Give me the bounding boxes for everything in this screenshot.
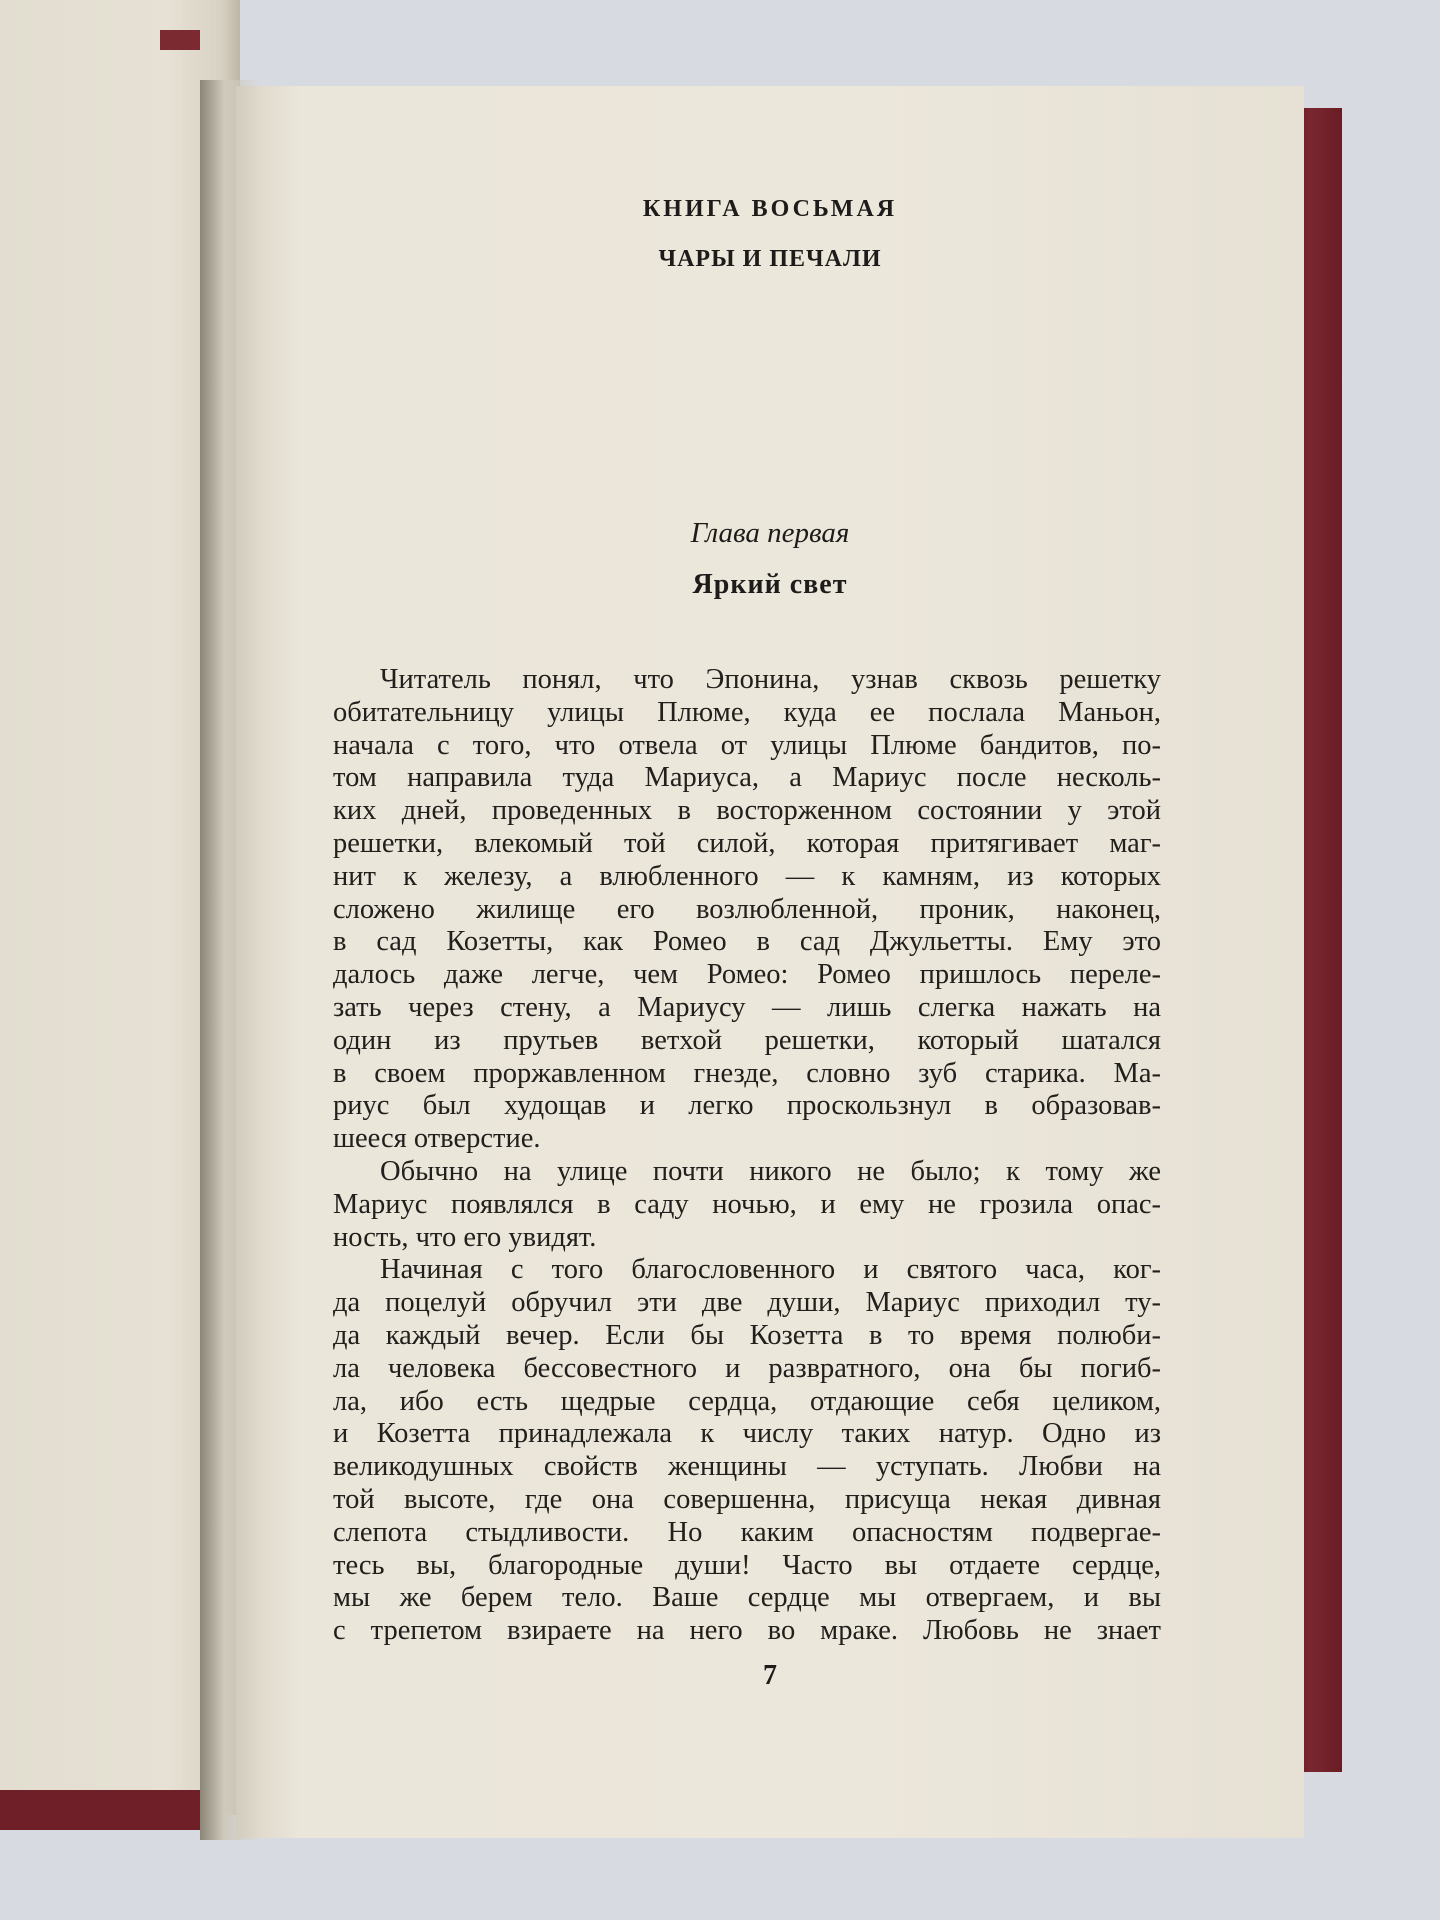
text-line: с трепетом взираете на него во мраке. Любовь не знает bbox=[333, 1615, 1161, 1647]
text-line: тесь вы, благородные души! Часто вы отдаете сердце, bbox=[333, 1549, 1161, 1581]
part-title: КНИГА ВОСЬМАЯ bbox=[642, 196, 898, 222]
chapter-label: Глава первая bbox=[690, 517, 850, 549]
text-line: мы же берем тело. Ваше сердце мы отвергаем, и вы bbox=[333, 1582, 1161, 1614]
body-text bbox=[333, 664, 1161, 1648]
text-line: сложено жилище его возлюбленной, проник, наконец, bbox=[333, 893, 1161, 925]
text-line: далось даже легче, чем Ромео: Ромео пришлось переле- bbox=[333, 959, 1161, 991]
text-line: Обычно на улице почти никого не было; к тому же bbox=[380, 1155, 1161, 1187]
text-line: той высоте, где она совершенна, присуща некая дивная bbox=[333, 1483, 1161, 1515]
text-line: Начиная с того благословенного и святого часа, ког- bbox=[380, 1254, 1161, 1286]
text-line: том направила туда Мариуса, а Мариус после несколь- bbox=[333, 762, 1161, 794]
text-line: и Козетта принадлежала к числу таких натур. Одно из bbox=[333, 1418, 1161, 1450]
text-line: ла человека бессовестного и развратного, она бы погиб- bbox=[333, 1352, 1161, 1384]
text-line: слепота стыдливости. Но каким опасностям подвергае- bbox=[333, 1516, 1161, 1548]
text-line: обитательницу улицы Плюме, куда ее послала Маньон, bbox=[333, 696, 1161, 728]
text-line: Читатель понял, что Эпонина, узнав сквозь решетку bbox=[380, 664, 1161, 695]
text-line: в сад Козетты, как Ромео в сад Джульетты. Ему это bbox=[333, 926, 1161, 958]
text-line: да поцелуй обручил эти две души, Мариус приходил ту- bbox=[333, 1287, 1161, 1319]
text-line: ких дней, проведенных в восторженном состоянии у этой bbox=[333, 795, 1161, 827]
text-line: зать через стену, а Мариусу — лишь слегка нажать на bbox=[333, 991, 1161, 1023]
text-line: ла, ибо есть щедрые сердца, отдающие себя целиком, bbox=[333, 1385, 1161, 1417]
text-line: риус был худощав и легко проскользнул в образовав- bbox=[333, 1090, 1161, 1122]
book-gutter bbox=[200, 80, 260, 1840]
chapter-title: Яркий свет bbox=[692, 569, 848, 600]
text-line: начала с того, что отвела от улицы Плюме бандитов, по- bbox=[333, 729, 1161, 761]
text-line: один из прутьев ветхой решетки, который шатался bbox=[333, 1024, 1161, 1056]
text-line: да каждый вечер. Если бы Козетта в то время полюби- bbox=[333, 1319, 1161, 1351]
text-line: в своем проржавленном гнезде, словно зуб старика. Ма- bbox=[333, 1057, 1161, 1089]
text-line: нит к железу, а влюбленного — к камням, из которых bbox=[333, 860, 1161, 892]
text-line: решетки, влекомый той силой, которая притягивает маг- bbox=[333, 827, 1161, 859]
book-cover-edge-top bbox=[160, 30, 200, 50]
book-cover-edge-left bbox=[0, 1790, 210, 1830]
text-line: великодушных свойств женщины — уступать. Любви на bbox=[333, 1451, 1161, 1483]
page-number: 7 bbox=[763, 1660, 777, 1691]
book-subtitle: ЧАРЫ И ПЕЧАЛИ bbox=[658, 246, 882, 272]
text-line: шееся отверстие. bbox=[333, 1123, 541, 1155]
text-line: Мариус появлялся в саду ночью, и ему не грозила опас- bbox=[333, 1188, 1161, 1220]
text-line: ность, что его увидят. bbox=[333, 1221, 597, 1253]
